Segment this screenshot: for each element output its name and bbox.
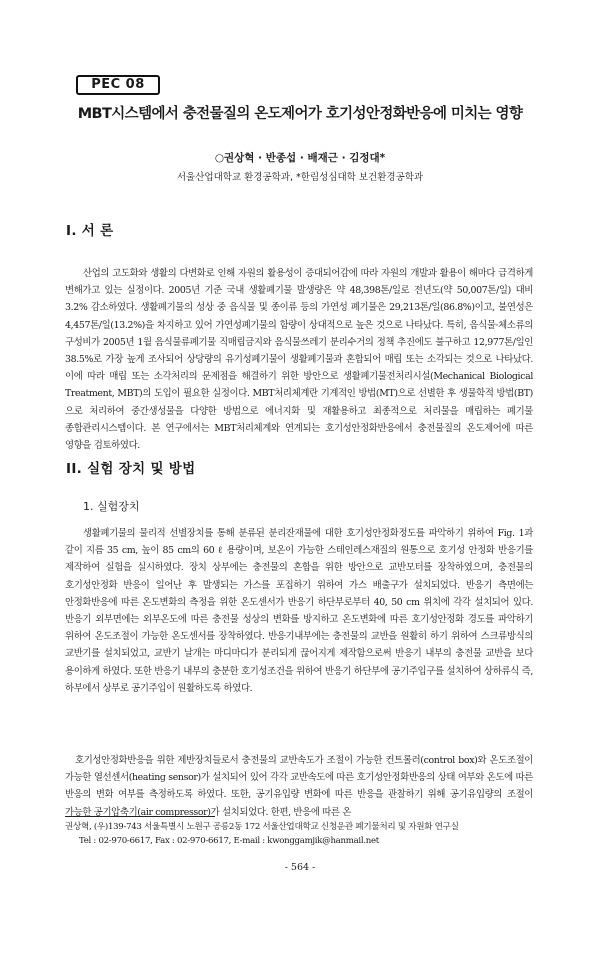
- subsection-heading-apparatus: 1. 실험장치: [83, 500, 140, 513]
- section-heading-methods: II. 실험 장치 및 방법: [66, 461, 196, 477]
- corresponding-author-footnote: [65, 820, 535, 848]
- section-heading-introduction: I. 서 론: [66, 223, 114, 239]
- apparatus-paragraph-2-text: 호기성안정화반응을 위한 제반장치들로서 충전물의 교반속도가 조절이 가능한 컨트롤러(control box)와 온도조절이 가능한 열선센서(heating sensor)가 설치되어 있어 각각 교반속도에 따른 호기성안정화반응의 상태 여부와 온도에 따른 반응의 변화 여부를 측정하도록 하였다. 또한, 공기유입량 변화에 따른 반응을 관찰하기 위해 공기유입량의 조절이 가능한 공기압축기(air compressor)가 설치되었다. 한편, 반응에 따른 온: [65, 755, 533, 818]
- author-affiliation: 서울산업대학교 환경공학과, *한림성심대학 보건환경공학과: [176, 172, 424, 183]
- footnote-address: 권상혁, (우)139-743 서울특별시 노원구 공릉2동 172 서울산업대학교 신청운관 폐기물처리 및 자원화 연구실: [65, 822, 459, 832]
- introduction-paragraph-text: 산업의 고도화와 생활의 다변화로 인해 자원의 활용성이 증대되어감에 따라 자원의 개발과 활용이 해마다 급격하게 변해가고 있는 실정이다. 2005년 기준 국내 생활폐기물 발생량은 약 48,398톤/일로 전년도(약 50,007톤/일) 대비 3.2% 감소하였다. 생활폐기물의 성상 중 음식물 및 종이류 등의 가연성 폐기물은 29,213톤/일(86.8%)이고, 불연성은 4,457톤/일(13.2%)을 차지하고 있어 가연성폐기물의 함량이 상대적으로 높은 것으로 나타났다. 특히, 음식물·체소류의 구성비가 2005년 1월 음식물류폐기물 직매립금지와 음식물쓰레기 분리수거의 정책 추진에도 불구하고 12,977톤/일인 38.5%로 가장 높게 조사되어 상당량의 유기성폐기물이 생활폐기물과 혼합되어 매립 또는 소각되는 것으로 나타났다. 이에 따라 매립 또는 소각처리의 문제점을 해결하기 위한 방안으로 생활폐기물전처리시설(Mechanical Biological Treatment, MBT)의 도입이 필요한 실정이다. MBT처리체계란 기계적인 방법(MT)으로 선별한 후 생물학적 방법(BT)으로 처리하여 중간생성물을 다양한 방법으로 에너지화 및 재활용하고 최종적으로 처리물을 매립하는 폐기물 종합관리시스템이다. 본 연구에서는 MBT처리체계와 연계되는 호기성안정화반응에서 충전물질의 온도제어에 따른 영향을 검토하였다.: [65, 268, 533, 452]
- apparatus-paragraph-1-text: 생활폐기물의 물리적 선별장치를 통해 분류된 분리잔재물에 대한 호기성안정화정도를 파악하기 위하여 Fig. 1과 같이 지름 35 cm, 높이 85 cm의 60 ℓ 용량이며, 보온이 가능한 스테인레스재질의 원통으로 호기성 안정화 반응기를 제작하여 실험을 실시하였다. 장치 상부에는 충전물의 혼합을 위한 방안으로 교반모터를 장착하였으며, 충전물의 호기성안정화 반응이 일어난 후 발생되는 가스를 포집하기 위하여 가스 배출구가 설치되었다. 반응기 측면에는 안정화반응에 따른 온도변화의 측정을 위한 온도센서가 반응기 하단부로부터 40, 50 cm 위치에 각각 설치되어 있다. 반응기 외부면에는 외부온도에 따른 충전물 성상의 변화를 방지하고 온도변화에 따른 호기성안정화 경도를 파악하기 위하여 온도조절이 가능한 온도센서를 장착하였다. 반응기내부에는 충전물의 교반을 원활히 하기 위하여 스크류방식의 교반기를 설치되었고, 교반기 날개는 마디마디가 분리되게 끊어지게 제작함으로써 반응기 내부의 충전물 교반을 보다 용이하게 하였다. 또한 반응기 내부의 충분한 호기성조건을 위하여 반응기 하단부에 공기주입구를 설치하여 상하류식 즉, 하부에서 상부로 공기주입이 원활하도록 하였다.: [65, 528, 533, 694]
- author-list: ○권상혁 · 반종섭 · 배재근 · 김정대*: [214, 152, 386, 164]
- footnote-contact: Tel : 02-970-6617, Fax : 02-970-6617, E-mail : kwonggamjik@hanmail.net: [79, 836, 379, 846]
- footnote-divider: [65, 816, 215, 817]
- page-number: - 564 -: [284, 862, 316, 873]
- paper-title: MBT시스템에서 충전물질의 온도제어가 호기성안정화반응에 미치는 영향: [77, 106, 523, 122]
- session-code-badge: PEC 08: [76, 75, 160, 95]
- apparatus-paragraph-2: [65, 752, 533, 821]
- introduction-paragraph: [65, 265, 533, 454]
- apparatus-paragraph-1: [65, 525, 533, 697]
